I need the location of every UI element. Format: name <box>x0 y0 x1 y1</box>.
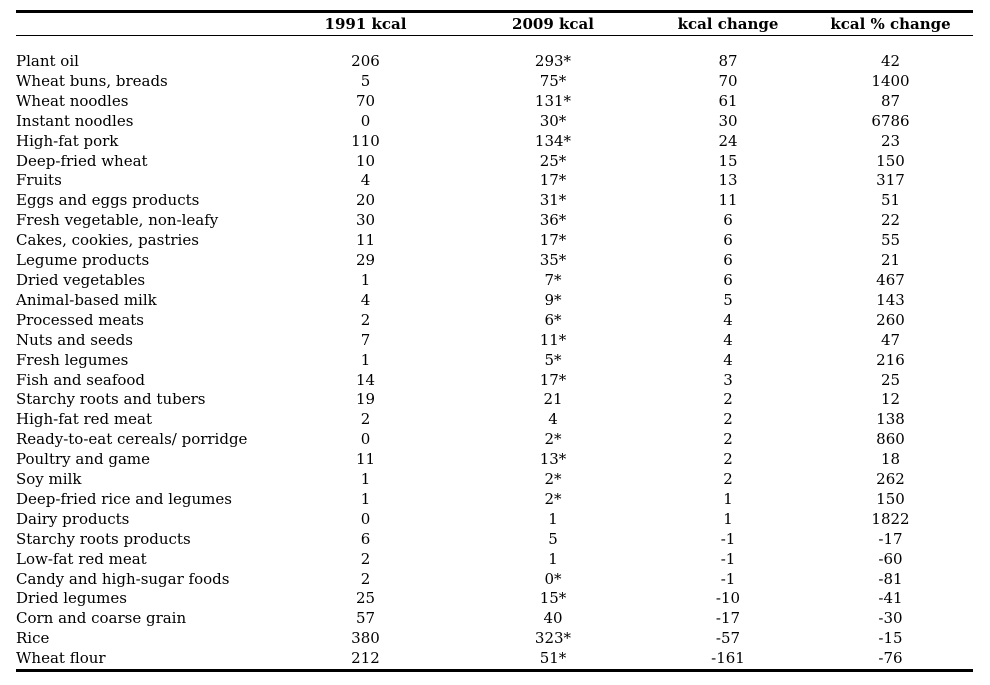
table-row <box>16 311 973 331</box>
kcal-percent-change-cell: -17 <box>878 529 903 548</box>
kcal-percent-change-cell: 150 <box>876 151 905 170</box>
table-row <box>16 92 973 112</box>
kcal-change-cell: -1 <box>720 549 736 568</box>
kcal-percent-change-cell: 25 <box>880 370 901 389</box>
kcal-2009-cell: 30* <box>539 111 567 130</box>
kcal-change-table <box>16 10 973 669</box>
kcal-change-cell: 1 <box>723 509 733 528</box>
kcal-percent-change-cell: 6786 <box>871 111 910 130</box>
food-group-cell: Deep-fried wheat <box>16 151 148 170</box>
food-group-cell: Fresh vegetable, non-leafy <box>16 211 219 230</box>
kcal-1991-cell: 19 <box>355 390 376 409</box>
food-group-cell: Ready-to-eat cereals/ porridge <box>16 430 248 449</box>
food-group-cell: High-fat pork <box>16 131 119 150</box>
kcal-2009-cell: 40 <box>543 609 563 628</box>
kcal-1991-cell: 0 <box>360 430 371 449</box>
kcal-percent-change-cell: 138 <box>876 410 905 429</box>
kcal-change-cell: -161 <box>711 649 745 668</box>
kcal-change-cell: 30 <box>718 111 738 130</box>
food-group-cell: Low-fat red meat <box>16 549 147 568</box>
food-group-cell: Animal-based milk <box>16 290 157 309</box>
kcal-1991-cell: 11 <box>355 231 376 250</box>
food-group-cell: Wheat flour <box>16 649 106 668</box>
kcal-1991-cell: 29 <box>355 251 376 270</box>
table-row <box>16 371 973 391</box>
kcal-2009-cell: 75* <box>539 71 567 90</box>
food-group-cell: Dried vegetables <box>16 270 146 289</box>
kcal-percent-change-cell: -76 <box>878 649 903 668</box>
header-kcal-percent-change: kcal % change <box>808 12 973 36</box>
kcal-1991-cell: 30 <box>355 211 376 230</box>
kcal-2009-cell: 134* <box>534 131 572 150</box>
kcal-change-cell: 70 <box>718 71 738 90</box>
kcal-change-cell: -1 <box>720 529 736 548</box>
kcal-percent-change-cell: 150 <box>876 489 905 508</box>
kcal-2009-cell: 323* <box>534 629 572 648</box>
kcal-1991-cell: 10 <box>355 151 376 170</box>
kcal-1991-cell: 25 <box>355 589 376 608</box>
kcal-1991-cell: 1 <box>360 270 371 289</box>
kcal-percent-change-cell: 87 <box>880 91 901 110</box>
table-row <box>16 410 973 430</box>
food-group-cell: Fruits <box>16 171 62 190</box>
food-group-cell: Starchy roots and tubers <box>16 390 206 409</box>
table-row <box>16 570 973 590</box>
kcal-2009-cell: 35* <box>539 251 567 270</box>
kcal-1991-cell: 380 <box>351 629 380 648</box>
table-row <box>16 450 973 470</box>
kcal-percent-change-cell: 21 <box>880 251 901 270</box>
table-row <box>16 231 973 251</box>
table-row <box>16 291 973 311</box>
table-row <box>16 589 973 609</box>
kcal-2009-cell: 0* <box>544 569 562 588</box>
kcal-1991-cell: 2 <box>360 410 371 429</box>
kcal-2009-cell: 17* <box>539 370 567 389</box>
kcal-1991-cell: 2 <box>360 569 371 588</box>
kcal-percent-change-cell: 1822 <box>871 509 910 528</box>
kcal-change-cell: 6 <box>723 270 733 289</box>
kcal-1991-cell: 6 <box>360 529 371 548</box>
kcal-change-cell: 5 <box>723 290 733 309</box>
food-group-cell: Poultry and game <box>16 450 151 469</box>
header-1991-kcal: 1991 kcal <box>273 12 458 36</box>
kcal-percent-change-cell: 143 <box>876 290 905 309</box>
food-group-cell: Wheat buns, breads <box>16 71 168 90</box>
header-kcal-change: kcal change <box>648 12 808 36</box>
kcal-2009-cell: 36* <box>539 211 567 230</box>
kcal-percent-change-cell: 860 <box>876 430 905 449</box>
kcal-change-cell: 3 <box>723 370 733 389</box>
table-body <box>16 36 973 670</box>
kcal-2009-cell: 7* <box>544 270 562 289</box>
table-row <box>16 152 973 172</box>
kcal-1991-cell: 0 <box>360 509 371 528</box>
table-row <box>16 171 973 191</box>
kcal-2009-cell: 21 <box>543 390 563 409</box>
kcal-change-cell: 6 <box>723 251 733 270</box>
kcal-change-cell: 2 <box>723 450 733 469</box>
kcal-change-cell: 4 <box>723 310 733 329</box>
food-group-cell: Legume products <box>16 251 150 270</box>
kcal-2009-cell: 13* <box>539 450 567 469</box>
kcal-2009-cell: 25* <box>539 151 567 170</box>
food-group-cell: Plant oil <box>16 52 79 70</box>
food-group-cell: Instant noodles <box>16 111 134 130</box>
header-food-group <box>16 12 273 36</box>
table-row <box>16 629 973 649</box>
food-group-cell: Eggs and eggs products <box>16 191 200 210</box>
kcal-2009-cell: 131* <box>534 91 572 110</box>
food-group-cell: Wheat noodles <box>16 91 129 110</box>
kcal-percent-change-cell: 260 <box>876 310 905 329</box>
table-row <box>16 550 973 570</box>
table-row <box>16 52 973 72</box>
kcal-percent-change-cell: 47 <box>880 330 901 349</box>
food-group-cell: Deep-fried rice and legumes <box>16 489 232 508</box>
food-group-cell: Dried legumes <box>16 589 127 608</box>
kcal-change-cell: 2 <box>723 390 733 409</box>
kcal-1991-cell: 110 <box>351 131 380 150</box>
table-header-row <box>16 12 973 36</box>
kcal-1991-cell: 1 <box>360 489 371 508</box>
kcal-change-cell: 15 <box>718 151 738 170</box>
table-row <box>16 351 973 371</box>
kcal-2009-cell: 1 <box>548 549 558 568</box>
table-row <box>16 649 973 669</box>
food-group-cell: High-fat red meat <box>16 410 152 429</box>
table-row <box>16 390 973 410</box>
kcal-2009-cell: 2* <box>544 489 562 508</box>
table-row <box>16 251 973 271</box>
food-group-cell: Fresh legumes <box>16 350 129 369</box>
kcal-percent-change-cell: 23 <box>880 131 901 150</box>
kcal-2009-cell: 31* <box>539 191 567 210</box>
kcal-table-container <box>16 10 973 672</box>
food-group-cell: Nuts and seeds <box>16 330 134 349</box>
kcal-percent-change-cell: 18 <box>880 450 901 469</box>
kcal-1991-cell: 1 <box>360 470 371 489</box>
kcal-1991-cell: 11 <box>355 450 376 469</box>
header-2009-kcal: 2009 kcal <box>458 12 648 36</box>
kcal-percent-change-cell: 216 <box>876 350 905 369</box>
kcal-change-cell: 24 <box>718 131 738 150</box>
food-group-cell: Corn and coarse grain <box>16 609 187 628</box>
table-row <box>16 510 973 530</box>
bottom-rule <box>16 669 973 672</box>
food-group-cell: Cakes, cookies, pastries <box>16 231 199 250</box>
kcal-percent-change-cell: 55 <box>880 231 901 250</box>
kcal-1991-cell: 212 <box>351 649 380 668</box>
kcal-percent-change-cell: 12 <box>880 390 901 409</box>
kcal-change-cell: 4 <box>723 350 733 369</box>
kcal-change-cell: 13 <box>718 171 738 190</box>
kcal-change-cell: 4 <box>723 330 733 349</box>
kcal-2009-cell: 5 <box>548 529 558 548</box>
table-row <box>16 470 973 490</box>
table-row <box>16 609 973 629</box>
kcal-2009-cell: 293* <box>534 52 572 70</box>
kcal-percent-change-cell: 51 <box>880 191 901 210</box>
kcal-change-cell: -1 <box>720 569 736 588</box>
kcal-1991-cell: 0 <box>360 111 371 130</box>
kcal-1991-cell: 4 <box>360 290 371 309</box>
kcal-1991-cell: 14 <box>355 370 376 389</box>
kcal-percent-change-cell: -30 <box>878 609 903 628</box>
table-row <box>16 191 973 211</box>
food-group-cell: Rice <box>16 629 50 648</box>
kcal-change-cell: 87 <box>718 52 738 70</box>
kcal-1991-cell: 70 <box>355 91 376 110</box>
food-group-cell: Starchy roots products <box>16 529 191 548</box>
kcal-2009-cell: 15* <box>539 589 567 608</box>
food-group-cell: Processed meats <box>16 310 144 329</box>
kcal-change-cell: -57 <box>715 629 741 648</box>
kcal-2009-cell: 2* <box>544 470 562 489</box>
kcal-change-cell: 2 <box>723 470 733 489</box>
kcal-2009-cell: 17* <box>539 171 567 190</box>
table-row <box>16 490 973 510</box>
kcal-percent-change-cell: 317 <box>876 171 905 190</box>
kcal-2009-cell: 9* <box>544 290 562 309</box>
table-row <box>16 430 973 450</box>
kcal-change-cell: -17 <box>715 609 741 628</box>
table-row <box>16 271 973 291</box>
table-row <box>16 132 973 152</box>
food-group-cell: Dairy products <box>16 509 130 528</box>
kcal-1991-cell: 7 <box>360 330 371 349</box>
food-group-cell: Fish and seafood <box>16 370 146 389</box>
kcal-2009-cell: 6* <box>544 310 562 329</box>
kcal-percent-change-cell: -41 <box>878 589 903 608</box>
kcal-percent-change-cell: -81 <box>878 569 903 588</box>
kcal-1991-cell: 1 <box>360 350 371 369</box>
kcal-2009-cell: 11* <box>539 330 567 349</box>
kcal-2009-cell: 4 <box>548 410 558 429</box>
kcal-change-cell: 11 <box>718 191 738 210</box>
kcal-2009-cell: 51* <box>539 649 567 668</box>
table-row <box>16 530 973 550</box>
kcal-2009-cell: 17* <box>539 231 567 250</box>
kcal-1991-cell: 206 <box>351 52 380 70</box>
kcal-percent-change-cell: -60 <box>878 549 903 568</box>
kcal-percent-change-cell: 22 <box>880 211 901 230</box>
kcal-1991-cell: 57 <box>355 609 376 628</box>
kcal-percent-change-cell: 467 <box>876 270 905 289</box>
kcal-percent-change-cell: 1400 <box>871 71 910 90</box>
kcal-1991-cell: 5 <box>360 71 371 90</box>
kcal-2009-cell: 5* <box>544 350 562 369</box>
table-row <box>16 211 973 231</box>
kcal-percent-change-cell: -15 <box>878 629 903 648</box>
kcal-change-cell: 2 <box>723 410 733 429</box>
spacer-row <box>16 36 973 53</box>
table-row <box>16 72 973 92</box>
kcal-change-cell: 1 <box>723 489 733 508</box>
kcal-change-cell: 6 <box>723 211 733 230</box>
kcal-2009-cell: 1 <box>548 509 558 528</box>
food-group-cell: Soy milk <box>16 470 82 489</box>
kcal-change-cell: 6 <box>723 231 733 250</box>
kcal-percent-change-cell: 42 <box>880 52 901 70</box>
table-row <box>16 331 973 351</box>
kcal-percent-change-cell: 262 <box>876 470 905 489</box>
kcal-1991-cell: 20 <box>355 191 376 210</box>
kcal-1991-cell: 4 <box>360 171 371 190</box>
kcal-1991-cell: 2 <box>360 549 371 568</box>
kcal-2009-cell: 2* <box>544 430 562 449</box>
table-row <box>16 112 973 132</box>
kcal-change-cell: -10 <box>715 589 741 608</box>
kcal-1991-cell: 2 <box>360 310 371 329</box>
food-group-cell: Candy and high-sugar foods <box>16 569 230 588</box>
kcal-change-cell: 2 <box>723 430 733 449</box>
kcal-change-cell: 61 <box>718 91 738 110</box>
